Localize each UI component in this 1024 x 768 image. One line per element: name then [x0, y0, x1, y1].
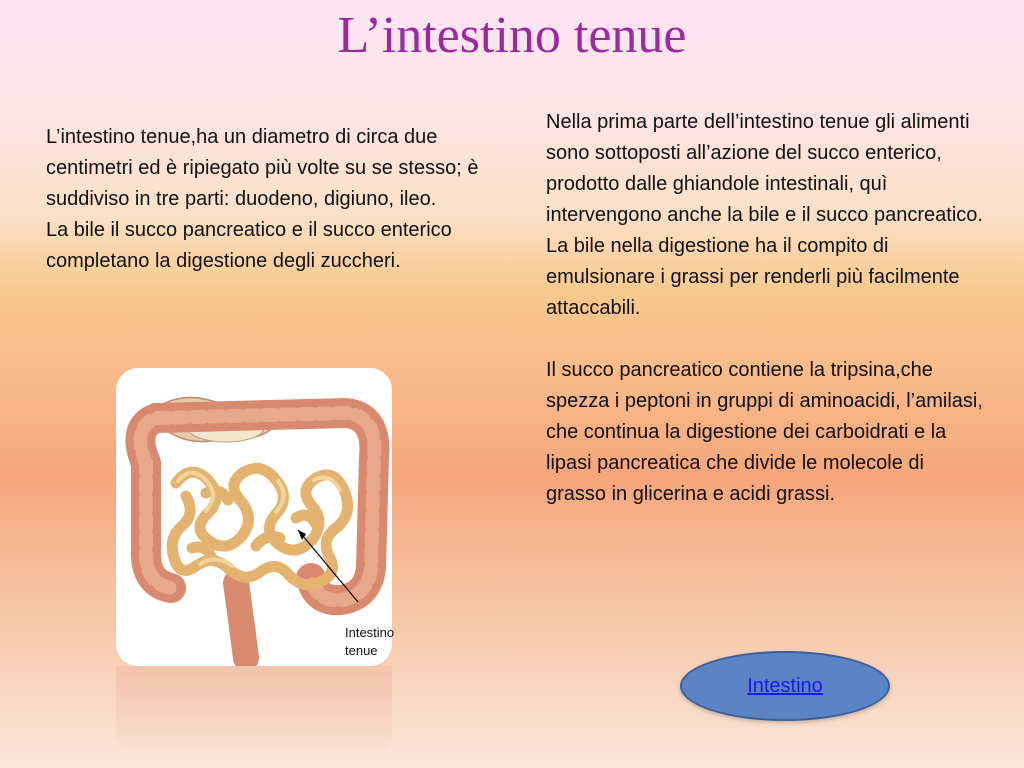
left-paragraph: L’intestino tenue,ha un diametro di circa due centimetri ed è ripiegato più volte su se stesso; è suddiviso in tre parti: duodeno, digiuno, ileo. La bile il succo pancreatico e il succo enterico completano la digestione degli zuccheri. [46, 126, 479, 272]
intestine-illustration [116, 368, 392, 666]
right-paragraph: Nella prima parte dell’intestino tenue gli alimenti sono sottoposti all’azione del succo enterico, prodotto dalle ghiandole intestinali, quì intervengono anche la bile e il succo pancreatico. La bile nella digestione ha il compito di emulsionare i grassi per renderli più facilmente attaccabili. Il succo pancreatico contiene la tripsina,che spezza i peptoni in gruppi di aminoacidi, l’amilasi, che continua la digestione dei carboidrati e la lipasi pancreatica che divide le molecole di grasso in glicerina e acidi grassi. [546, 111, 983, 505]
illustration-reflection [116, 666, 392, 756]
figure-caption: Intestino tenue [345, 625, 395, 658]
slide-title: L’intestino tenue [337, 7, 687, 64]
intestino-link-label[interactable]: Intestino [747, 674, 823, 697]
intestine-drawing [116, 368, 392, 666]
intestino-link-button[interactable] [680, 651, 890, 721]
